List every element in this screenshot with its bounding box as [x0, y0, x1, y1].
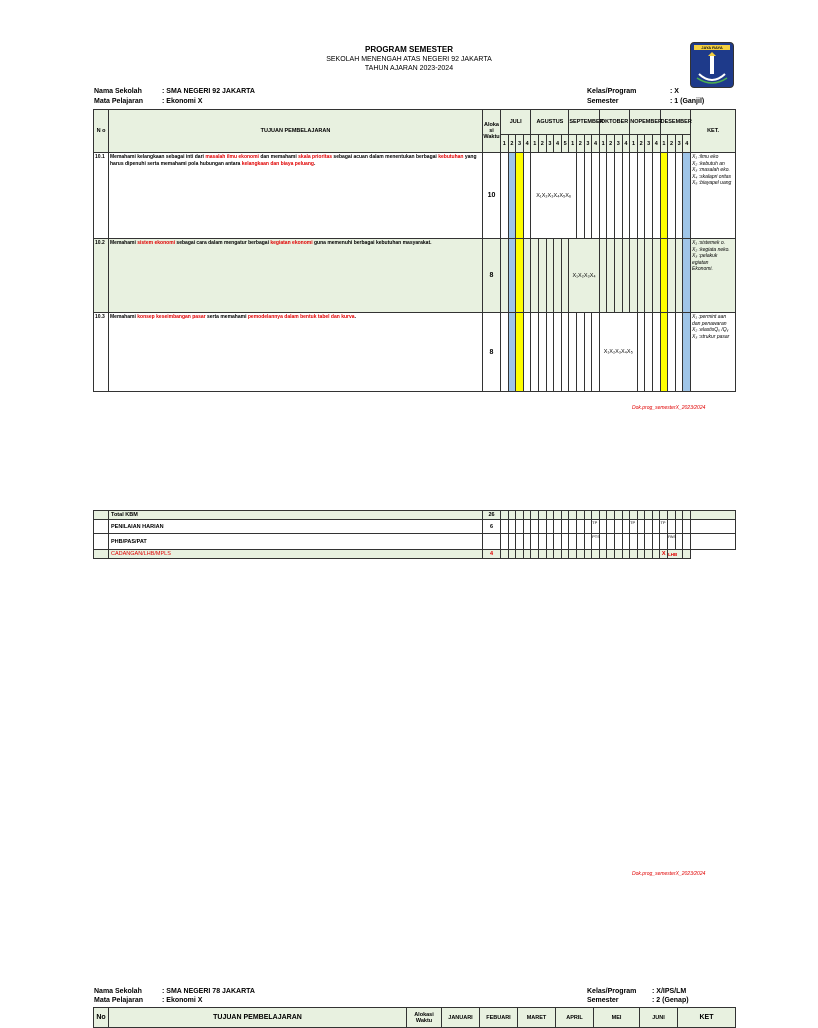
- week-cell: 3: [615, 135, 623, 153]
- class-value: : X: [670, 88, 679, 95]
- month-header: FEBUARI: [480, 1008, 518, 1028]
- summary-row: [94, 534, 736, 550]
- week-marks: X₁X₂X₃X₄X₅X₆: [531, 153, 577, 239]
- col-alokasi-header-2: Alokasi Waktu: [407, 1008, 442, 1028]
- col-no-header: N o: [94, 110, 109, 153]
- month-header: MEI: [594, 1008, 640, 1028]
- week-cell: 2: [668, 135, 676, 153]
- alokasi-value: 8: [483, 239, 501, 313]
- summary-value: 26: [483, 511, 501, 520]
- month-header: SEPTEMBER: [569, 110, 599, 135]
- ket-line: dan penawaran: [692, 320, 727, 327]
- week-cell: 4: [554, 135, 562, 153]
- semester-value-2: : 2 (Genap): [652, 997, 689, 1004]
- month-header: JUNI: [640, 1008, 678, 1028]
- ket-line: X₃ :strukur pasar: [692, 333, 730, 340]
- week-cell: 4: [622, 135, 630, 153]
- week-cell: 1: [569, 135, 577, 153]
- row-description: [109, 313, 483, 392]
- week-cell: 1: [660, 135, 668, 153]
- week-cell: 3: [584, 135, 592, 153]
- monas-icon: [691, 52, 733, 86]
- desc-text: Memahami: [110, 314, 138, 320]
- ket-line: X₄ :skalapri oritas: [692, 173, 732, 180]
- week-cell: 2: [637, 135, 645, 153]
- table-row: [94, 313, 736, 392]
- summary-label: PENILAIAN HARIAN: [109, 520, 483, 534]
- col-no-header-2: No: [94, 1008, 109, 1028]
- school-label: Nama Sekolah: [94, 88, 142, 95]
- week-marks: X₁X₂X₃X₄: [569, 239, 599, 313]
- desc-text: yang harus dipenuhi serta memahami pola hubungan antara: [110, 154, 477, 167]
- summary-row: [94, 550, 736, 559]
- col-tp-header: TUJUAN PEMBELAJARAN: [109, 110, 483, 153]
- subject-label-2: Mata Pelajaran: [94, 997, 144, 1004]
- week-cell: 1: [501, 135, 509, 153]
- row-number: 10.1: [94, 153, 109, 239]
- desc-text: .: [354, 314, 356, 320]
- col-tp-header-2: TUJUAN PEMBELAJARAN: [109, 1008, 407, 1028]
- ket-line: X₂ :kegiata neko.: [692, 246, 730, 253]
- ket-line: X₅ :biayapel uang: [692, 180, 732, 186]
- summary-label: PHB/PAS/PAT: [109, 534, 483, 550]
- month-header: MARET: [518, 1008, 556, 1028]
- row-number: 10.2: [94, 239, 109, 313]
- summary-value: [483, 534, 501, 550]
- week-cell: 4: [653, 135, 661, 153]
- desc-text: dan memahami: [258, 154, 299, 160]
- subject-value-2: : Ekonomi X: [162, 997, 203, 1004]
- desc-highlight: skala prioritas: [298, 154, 333, 160]
- summary-mark: TP: [592, 520, 600, 534]
- ket-cell: [691, 239, 736, 313]
- month-header: OKTOBER: [599, 110, 629, 135]
- ket-line: X₃ :pelakuk egiatan: [692, 253, 718, 266]
- school-value-2: : SMA NEGERI 78 JAKARTA: [162, 988, 255, 995]
- desc-text: serta memahami: [205, 314, 248, 320]
- week-marks: X₁X₂X₃X₄X₅: [599, 313, 637, 392]
- summary-row: [94, 520, 736, 534]
- week-cell: 2: [508, 135, 516, 153]
- month-header: DESEMBER: [660, 110, 690, 135]
- desc-text: guna memenuhi berbagai kebutuhan masyarakat.: [312, 240, 432, 246]
- ket-line: X₁ :ilmu eko: [692, 154, 719, 160]
- semester-value: : 1 (Ganjil): [670, 98, 705, 105]
- summary-value: 6: [483, 520, 501, 534]
- summary-row: [94, 511, 736, 520]
- class-label: Kelas/Program: [587, 88, 637, 95]
- document-title: PROGRAM SEMESTER: [364, 45, 453, 54]
- desc-highlight: sistem ekonomi: [137, 240, 176, 246]
- desc-text: sebagai acuan dalam menentukan berbagai: [332, 154, 439, 160]
- desc-highlight: pemodelannya dalam bentuk tabel dan kurva: [247, 314, 355, 320]
- desc-highlight: kebutuhan: [438, 154, 464, 160]
- alokasi-value: 10: [483, 153, 501, 239]
- summary-mark: PTS: [592, 534, 600, 550]
- col-ket-header-2: KET: [678, 1008, 736, 1028]
- desc-text: Memahami kelangkaan sebagai inti dari: [110, 154, 206, 160]
- ket-cell: [691, 153, 736, 239]
- week-cell: 3: [675, 135, 683, 153]
- row-description: [109, 153, 483, 239]
- week-cell: 3: [645, 135, 653, 153]
- desc-text: .: [313, 161, 316, 167]
- doc-note-2: Dok.prog_semesterX_2023/2024: [632, 871, 706, 877]
- ket-line: X₁ :sistemek o.: [692, 240, 726, 246]
- subject-value: : Ekonomi X: [162, 98, 203, 105]
- ket-line: X₂ :elastisQₓ /Qᵧ: [692, 327, 729, 333]
- week-cell: 2: [607, 135, 615, 153]
- class-value-2: : X/IPS/LM: [652, 988, 687, 995]
- ket-line: X₁ :permint aan: [692, 314, 727, 320]
- desc-highlight: konsep keseimbangan pasar: [137, 314, 206, 320]
- table-row: [94, 239, 736, 313]
- logo-banner: JAYA RAYA: [694, 45, 730, 50]
- week-cell: 4: [592, 135, 600, 153]
- ket-line: X₃ :masalah eko.: [692, 167, 730, 173]
- alokasi-value: 8: [483, 313, 501, 392]
- summary-mark: PAS: [668, 534, 676, 550]
- desc-highlight: masalah ilmu ekonomi: [205, 154, 259, 160]
- table-row: [94, 153, 736, 239]
- school-full-name: SEKOLAH MENENGAH ATAS NEGERI 92 JAKARTA: [326, 56, 492, 63]
- program-table-2: [93, 1007, 736, 1028]
- week-cell: 4: [683, 135, 691, 153]
- subject-label: Mata Pelajaran: [94, 98, 144, 105]
- summary-mark: TP: [660, 520, 668, 534]
- class-label-2: Kelas/Program: [587, 988, 637, 995]
- desc-text: sebagai cara dalam mengatur berbagai: [175, 240, 271, 246]
- week-cell: 1: [599, 135, 607, 153]
- week-cell: 3: [516, 135, 524, 153]
- semester-label: Semester: [587, 98, 619, 105]
- week-cell: 3: [546, 135, 554, 153]
- jakarta-logo: [690, 42, 734, 88]
- summary-mark: LHB: [668, 550, 683, 559]
- school-label-2: Nama Sekolah: [94, 988, 142, 995]
- week-cell: 5: [561, 135, 569, 153]
- month-header: JULI: [501, 110, 531, 135]
- week-cell: 1: [531, 135, 539, 153]
- summary-table: [93, 510, 736, 559]
- month-header: JANUARI: [442, 1008, 480, 1028]
- ket-cell: [691, 313, 736, 392]
- month-header: NOPEMBER: [630, 110, 660, 135]
- row-description: [109, 239, 483, 313]
- ket-line: Ekonomi.: [692, 266, 713, 272]
- week-cell: 2: [576, 135, 584, 153]
- month-header: APRIL: [556, 1008, 594, 1028]
- row-number: 10.3: [94, 313, 109, 392]
- week-cell: 1: [630, 135, 638, 153]
- academic-year: TAHUN AJARAN 2023-2024: [364, 65, 454, 72]
- desc-highlight: kegiatan ekonomi: [270, 240, 313, 246]
- program-table: [93, 109, 736, 392]
- desc-highlight: kelangkaan dan biaya peluang: [241, 161, 314, 167]
- month-header: AGUSTUS: [531, 110, 569, 135]
- col-alokasi-header: Aloka si Waktu: [483, 110, 501, 153]
- summary-label: Total KBM: [109, 511, 483, 520]
- week-cell: 2: [539, 135, 547, 153]
- ket-line: X₂ :kebutuh an: [692, 160, 725, 167]
- summary-value: 4: [483, 550, 501, 559]
- semester-label-2: Semester: [587, 997, 619, 1004]
- desc-text: Memahami: [110, 240, 138, 246]
- summary-mark: TP: [630, 520, 638, 534]
- summary-label: CADANGAN/LHB/MPLS: [109, 550, 483, 559]
- school-value: : SMA NEGERI 92 JAKARTA: [162, 88, 255, 95]
- doc-note: Dok.prog_semesterX_2023/2024: [632, 405, 706, 411]
- week-cell: 4: [523, 135, 531, 153]
- col-ket-header: KET.: [691, 110, 736, 153]
- summary-mark: X: [661, 551, 666, 557]
